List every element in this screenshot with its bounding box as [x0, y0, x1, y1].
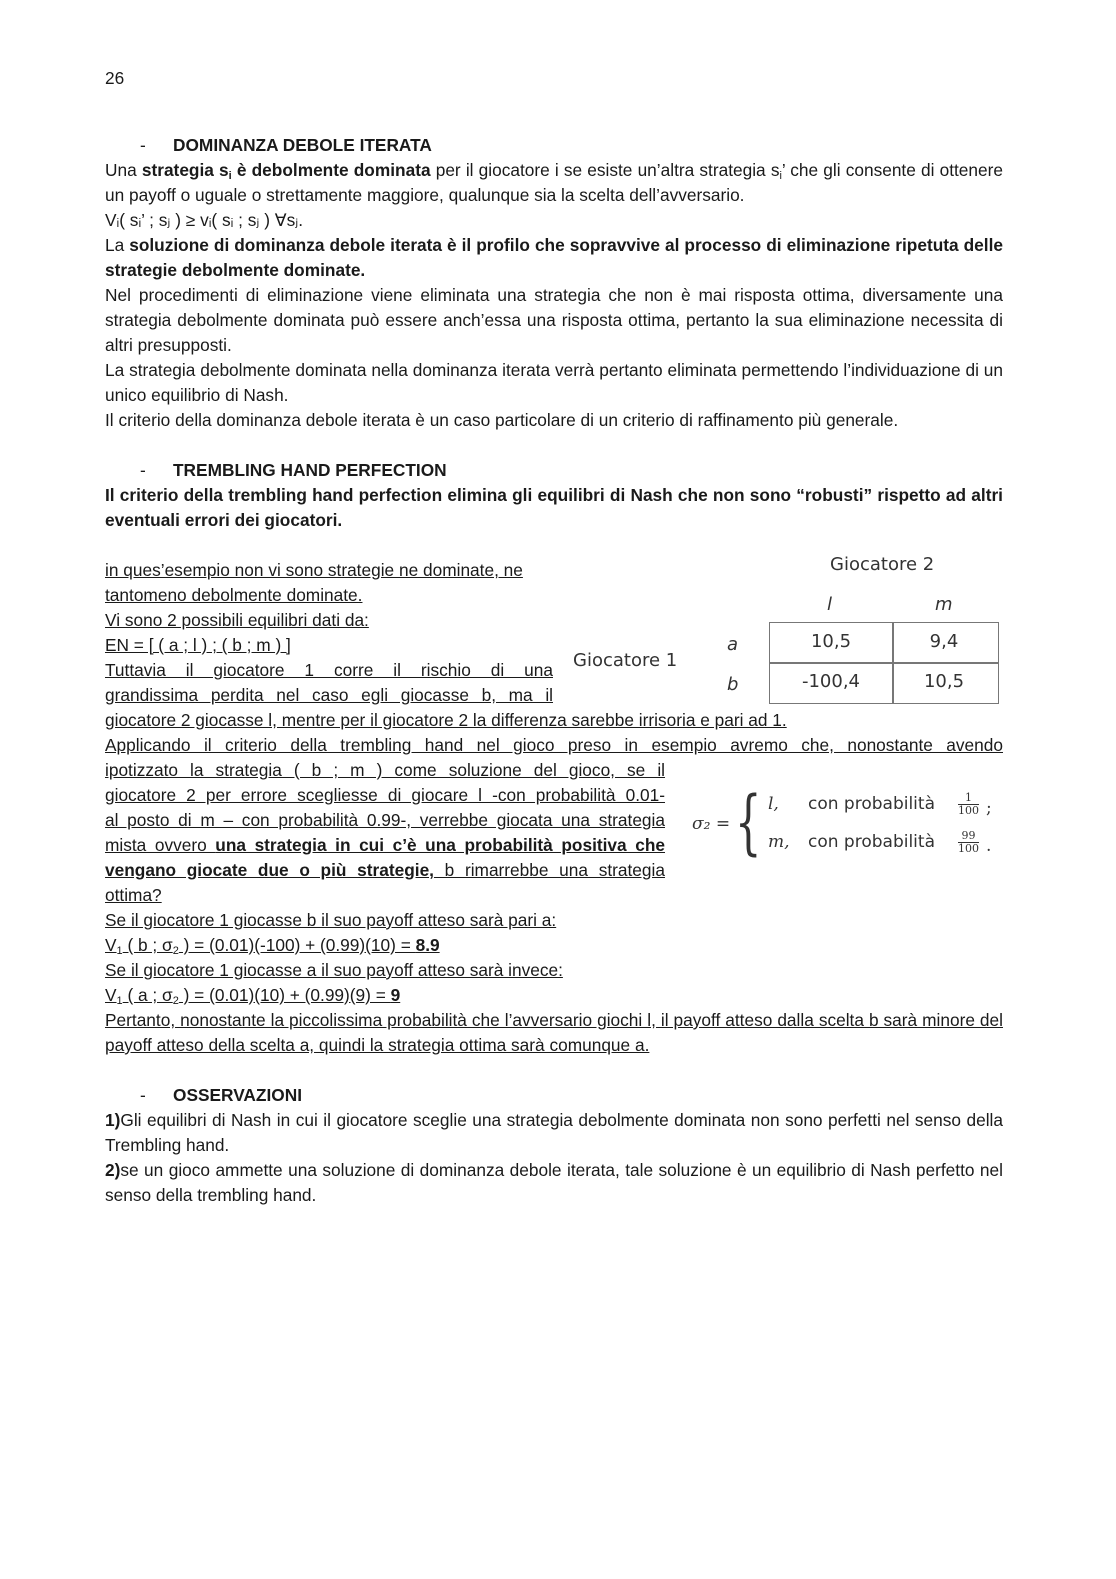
section-title: TREMBLING HAND PERFECTION: [173, 460, 447, 480]
observation-1: 1)Gli equilibri di Nash in cui il giocatore sceglie una strategia debolmente dominata non sono perfetti nel senso della Trembling hand.: [105, 1110, 1003, 1155]
row-a-label: a: [727, 634, 739, 655]
player1-label: Giocatore 1: [573, 650, 678, 671]
conclusion-paragraph: Pertanto, nonostante la piccolissima probabilità che l’avversario giochi l, il payoff atteso dalla scelta b sarà minore del payoff atteso della scelta a, quindi la strategia ottima sarà comunque a.: [105, 1010, 1003, 1055]
nash-paragraph: La strategia debolmente dominata nella dominanza iterata verrà pertanto eliminata permettendo l’individuazione di un unico equilibrio di Nash.: [105, 360, 1003, 405]
column-l-label: l: [827, 594, 833, 615]
payoff-b-formula: $V_1$ ( b ; $\sigma_2$ ) = (0.01)(-100) + (0.99)(10) = 8.9: [105, 935, 440, 957]
example-continuation: giocatore 2 giocasse l, mentre per il giocatore 2 la differenza sarebbe irrisoria e pari ad 1. Applicando il criterio della trembling hand nel gioco preso in esempio avremo che, nonostante avendo: [105, 710, 1003, 755]
example-left-column: in ques’esempio non vi sono strategie ne dominate, ne tantomeno debolmente dominate. Vi sono 2 possibili equilibri dati da: EN = [ ( a ; l ) ; ( b ; m ) ] Tuttavia il giocatore 1 corre il rischio di una grandissima perdita nel caso egli giocasse b, ma il: [105, 560, 553, 705]
sigma-row-l: l, con probabilità: [768, 794, 935, 814]
brace-symbol: {: [734, 781, 762, 863]
section-title: DOMINANZA DEBOLE ITERATA: [173, 135, 432, 155]
payoff-grid: [769, 622, 999, 704]
observations-list: [105, 1108, 1003, 1208]
fraction-1-100: $\frac{1}{100}$: [958, 791, 979, 817]
game-payoff-matrix: [565, 548, 1005, 708]
section-heading-osservazioni: - OSSERVAZIONI: [140, 1085, 302, 1105]
mixed-strategy-formula: σ₂ = { l, con probabilità $\frac{1}{100}$ ; m, con probabilità $\frac{99}{100}$ .: [692, 781, 992, 863]
section-title: OSSERVAZIONI: [173, 1085, 302, 1105]
solution-paragraph: La soluzione di dominanza debole iterata è il profilo che sopravvive al processo di eliminazione ripetuta delle strategie debolmente dominate.: [105, 235, 1004, 280]
row-b-label: b: [727, 674, 739, 695]
section-heading-trembling: - TREMBLING HAND PERFECTION: [140, 460, 447, 480]
trembling-left-column: ipotizzato la strategia ( b ; m ) come soluzione del gioco, se il giocatore 2 per errore scegliesse di giocare l -con probabilità 0.01- al posto di m – con probabilità 0.99-, verrebbe giocata una strategia mista ovvero una strategia in cui c’è una probabilità positiva che vengano giocate due o più strategie, b rimarrebbe una strategia ottima?: [105, 760, 665, 905]
section-dominanza-body: [105, 158, 1003, 433]
column-m-label: m: [935, 594, 953, 615]
sigma-row-m: m, con probabilità: [768, 832, 935, 852]
elimination-paragraph: Nel procedimenti di eliminazione viene eliminata una strategia che non è mai risposta ottima, diversamente una strategia debolmente dominata può essere anch’essa una risposta ottima, pertanto la sua eliminazione necessita di altri presupposti.: [105, 285, 1003, 355]
payoff-cell-b-l: -100,4: [801, 671, 861, 692]
payoff-cell-a-l: 10,5: [810, 631, 852, 652]
page-number: 26: [105, 68, 125, 88]
fraction-99-100: $\frac{99}{100}$: [958, 829, 979, 855]
dominance-formula: Vᵢ( sᵢ’ ; sⱼ ) ≥ vᵢ( sᵢ ; sⱼ ) ∀sⱼ.: [105, 210, 304, 230]
payoff-calculation: Se il giocatore 1 giocasse b il suo payoff atteso sarà pari a: $V_1$ ( b ; $\sigma_2$ ) = (0.01)(-100) + (0.99)(10) = 8.9 Se il giocatore 1 giocasse a il suo payoff atteso sarà invece: $V_1$ ( a ; $\sigma_2$ ) = (0.01)(10) + (0.99)(9) = 9 Pertanto, nonostante la piccolissima probabilità che l’avversario giochi l, il payoff atteso dalla scelta b sarà minore del payoff atteso della scelta a, quindi la strategia ottima sarà comunque a.: [105, 908, 1003, 1058]
player2-label: Giocatore 2: [830, 554, 935, 575]
payoff-cell-b-m: 10,5: [923, 671, 965, 692]
payoff-cell-a-m: 9,4: [929, 631, 959, 652]
trembling-intro: Il criterio della trembling hand perfection elimina gli equilibri di Nash che non sono “robusti” rispetto ad altri eventuali errori dei giocatori.: [105, 485, 1003, 530]
observation-2: 2)se un gioco ammette una soluzione di dominanza debole iterata, tale soluzione è un equilibrio di Nash perfetto nel senso della trembling hand.: [105, 1160, 1003, 1205]
criterion-paragraph: Il criterio della dominanza debole iterata è un caso particolare di un criterio di raffinamento più generale.: [105, 410, 899, 430]
payoff-a-formula: $V_1$ ( a ; $\sigma_2$ ) = (0.01)(10) + (0.99)(9) = 9: [105, 985, 401, 1007]
sigma-lhs: σ₂ =: [692, 814, 731, 834]
definition-paragraph: Una strategia $s_i$ è debolmente dominata per il giocatore i se esiste un’altra strategia $s_i$’ che gli consente di ottenere un payoff o uguale o strettamente maggiore, qualunque sia la scelta dell’avversario.: [105, 160, 1004, 205]
section-heading-dominanza: - DOMINANZA DEBOLE ITERATA: [140, 135, 432, 155]
